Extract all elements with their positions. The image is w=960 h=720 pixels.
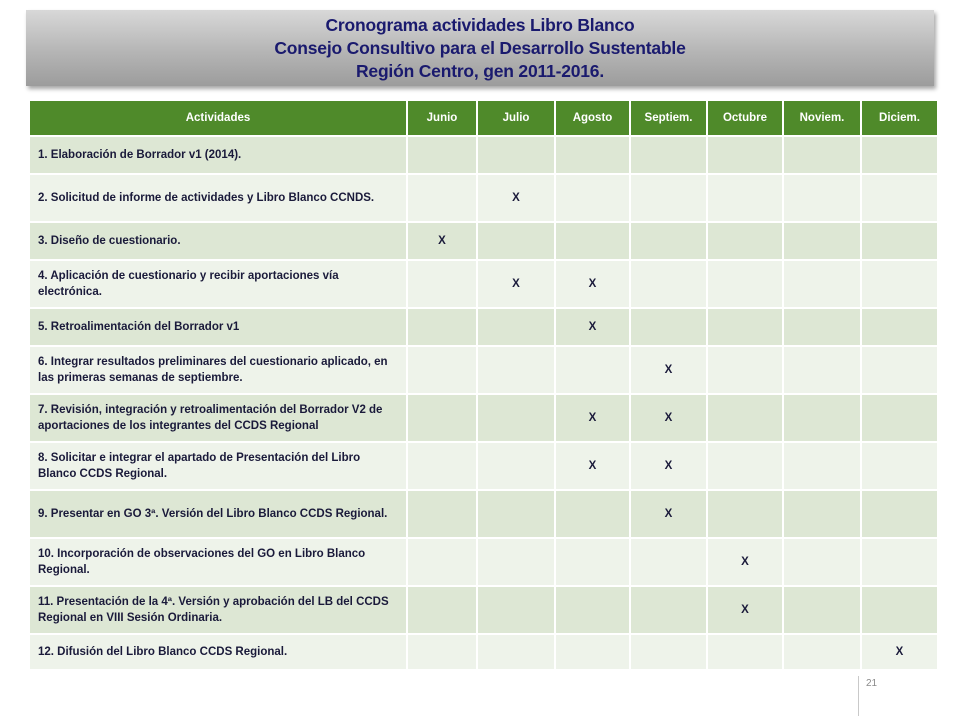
- month-mark-cell: X: [861, 634, 938, 670]
- month-mark-cell: X: [555, 442, 630, 490]
- month-mark-cell: [555, 174, 630, 222]
- month-mark-cell: [555, 634, 630, 670]
- month-mark-cell: [555, 538, 630, 586]
- month-mark-cell: [707, 634, 783, 670]
- month-mark-cell: [477, 222, 555, 260]
- month-mark-cell: [407, 174, 477, 222]
- month-mark-cell: [707, 136, 783, 174]
- month-mark-cell: X: [630, 394, 707, 442]
- month-mark-cell: [707, 490, 783, 538]
- header-julio: Julio: [477, 100, 555, 136]
- table-row: [29, 174, 938, 222]
- month-mark-cell: [630, 222, 707, 260]
- activity-cell: 11. Presentación de la 4ª. Versión y aprobación del LB del CCDS Regional en VIII Sesión Ordinaria.: [29, 586, 407, 634]
- month-mark-cell: [407, 586, 477, 634]
- table-row: [29, 346, 938, 394]
- activity-cell: 4. Aplicación de cuestionario y recibir aportaciones vía electrónica.: [29, 260, 407, 308]
- month-mark-cell: [477, 308, 555, 346]
- month-mark-cell: X: [630, 442, 707, 490]
- month-mark-cell: [477, 394, 555, 442]
- table-row: [29, 136, 938, 174]
- month-mark-cell: [861, 490, 938, 538]
- activity-cell: 5. Retroalimentación del Borrador v1: [29, 308, 407, 346]
- month-mark-cell: [477, 634, 555, 670]
- month-mark-cell: [407, 538, 477, 586]
- month-mark-cell: [630, 174, 707, 222]
- activity-cell: 3. Diseño de cuestionario.: [29, 222, 407, 260]
- month-mark-cell: [630, 634, 707, 670]
- month-mark-cell: [707, 442, 783, 490]
- month-mark-cell: [707, 174, 783, 222]
- month-mark-cell: [783, 174, 861, 222]
- month-mark-cell: [555, 490, 630, 538]
- table-row: [29, 260, 938, 308]
- title-line-1: Cronograma actividades Libro Blanco: [325, 14, 635, 35]
- month-mark-cell: [555, 136, 630, 174]
- table-row: [29, 308, 938, 346]
- table-row: [29, 586, 938, 634]
- month-mark-cell: [861, 260, 938, 308]
- month-mark-cell: [477, 136, 555, 174]
- month-mark-cell: [630, 586, 707, 634]
- month-mark-cell: [861, 346, 938, 394]
- month-mark-cell: [783, 538, 861, 586]
- month-mark-cell: [407, 442, 477, 490]
- month-mark-cell: [783, 136, 861, 174]
- table-row: [29, 538, 938, 586]
- header-row: [29, 100, 938, 136]
- month-mark-cell: [630, 308, 707, 346]
- month-mark-cell: [477, 586, 555, 634]
- month-mark-cell: [783, 346, 861, 394]
- header-septiembre: Septiem.: [630, 100, 707, 136]
- month-mark-cell: X: [555, 260, 630, 308]
- table-row: [29, 634, 938, 670]
- month-mark-cell: [555, 586, 630, 634]
- header-diciembre: Diciem.: [861, 100, 938, 136]
- activity-cell: 12. Difusión del Libro Blanco CCDS Regional.: [29, 634, 407, 670]
- month-mark-cell: [407, 308, 477, 346]
- month-mark-cell: [407, 260, 477, 308]
- month-mark-cell: X: [707, 586, 783, 634]
- month-mark-cell: [707, 222, 783, 260]
- month-mark-cell: [707, 260, 783, 308]
- month-mark-cell: X: [407, 222, 477, 260]
- activity-cell: 10. Incorporación de observaciones del GO en Libro Blanco Regional.: [29, 538, 407, 586]
- month-mark-cell: [407, 490, 477, 538]
- month-mark-cell: [783, 260, 861, 308]
- month-mark-cell: [407, 634, 477, 670]
- title-line-2: Consejo Consultivo para el Desarrollo Sustentable: [274, 37, 686, 58]
- table-row: [29, 394, 938, 442]
- schedule-table: [28, 99, 939, 671]
- month-mark-cell: X: [707, 538, 783, 586]
- title-banner: [26, 10, 934, 86]
- month-mark-cell: X: [630, 490, 707, 538]
- month-mark-cell: [861, 222, 938, 260]
- month-mark-cell: [630, 260, 707, 308]
- activity-cell: 8. Solicitar e integrar el apartado de Presentación del Libro Blanco CCDS Regional.: [29, 442, 407, 490]
- month-mark-cell: [707, 308, 783, 346]
- month-mark-cell: [783, 394, 861, 442]
- month-mark-cell: [407, 394, 477, 442]
- month-mark-cell: [861, 538, 938, 586]
- month-mark-cell: X: [555, 394, 630, 442]
- month-mark-cell: [407, 136, 477, 174]
- month-mark-cell: [861, 586, 938, 634]
- month-mark-cell: [707, 394, 783, 442]
- month-mark-cell: X: [477, 174, 555, 222]
- header-agosto: Agosto: [555, 100, 630, 136]
- table-row: [29, 442, 938, 490]
- page-divider: [858, 676, 859, 716]
- month-mark-cell: [630, 538, 707, 586]
- month-mark-cell: X: [477, 260, 555, 308]
- header-noviembre: Noviem.: [783, 100, 861, 136]
- month-mark-cell: [630, 136, 707, 174]
- month-mark-cell: [783, 442, 861, 490]
- month-mark-cell: [861, 308, 938, 346]
- month-mark-cell: [555, 346, 630, 394]
- title-line-3: Región Centro, gen 2011-2016.: [355, 60, 605, 81]
- month-mark-cell: [783, 308, 861, 346]
- month-mark-cell: [861, 394, 938, 442]
- month-mark-cell: X: [555, 308, 630, 346]
- header-octubre: Octubre: [707, 100, 783, 136]
- month-mark-cell: [555, 222, 630, 260]
- header-activities: Actividades: [29, 100, 407, 136]
- month-mark-cell: [707, 346, 783, 394]
- page-number: 21: [866, 678, 878, 689]
- month-mark-cell: [407, 346, 477, 394]
- schedule-body: [29, 136, 938, 670]
- month-mark-cell: [861, 174, 938, 222]
- month-mark-cell: [783, 634, 861, 670]
- month-mark-cell: [783, 586, 861, 634]
- month-mark-cell: [861, 136, 938, 174]
- month-mark-cell: [477, 442, 555, 490]
- activity-cell: 6. Integrar resultados preliminares del cuestionario aplicado, en las primeras semanas de septiembre.: [29, 346, 407, 394]
- month-mark-cell: [477, 538, 555, 586]
- activity-cell: 7. Revisión, integración y retroalimentación del Borrador V2 de aportaciones de los integrantes del CCDS Regional: [29, 394, 407, 442]
- table-row: [29, 222, 938, 260]
- table-row: [29, 490, 938, 538]
- activity-cell: 9. Presentar en GO 3ª. Versión del Libro Blanco CCDS Regional.: [29, 490, 407, 538]
- month-mark-cell: [861, 442, 938, 490]
- header-junio: Junio: [407, 100, 477, 136]
- month-mark-cell: X: [630, 346, 707, 394]
- month-mark-cell: [783, 222, 861, 260]
- month-mark-cell: [477, 346, 555, 394]
- activity-cell: 1. Elaboración de Borrador v1 (2014).: [29, 136, 407, 174]
- month-mark-cell: [477, 490, 555, 538]
- month-mark-cell: [783, 490, 861, 538]
- activity-cell: 2. Solicitud de informe de actividades y Libro Blanco CCNDS.: [29, 174, 407, 222]
